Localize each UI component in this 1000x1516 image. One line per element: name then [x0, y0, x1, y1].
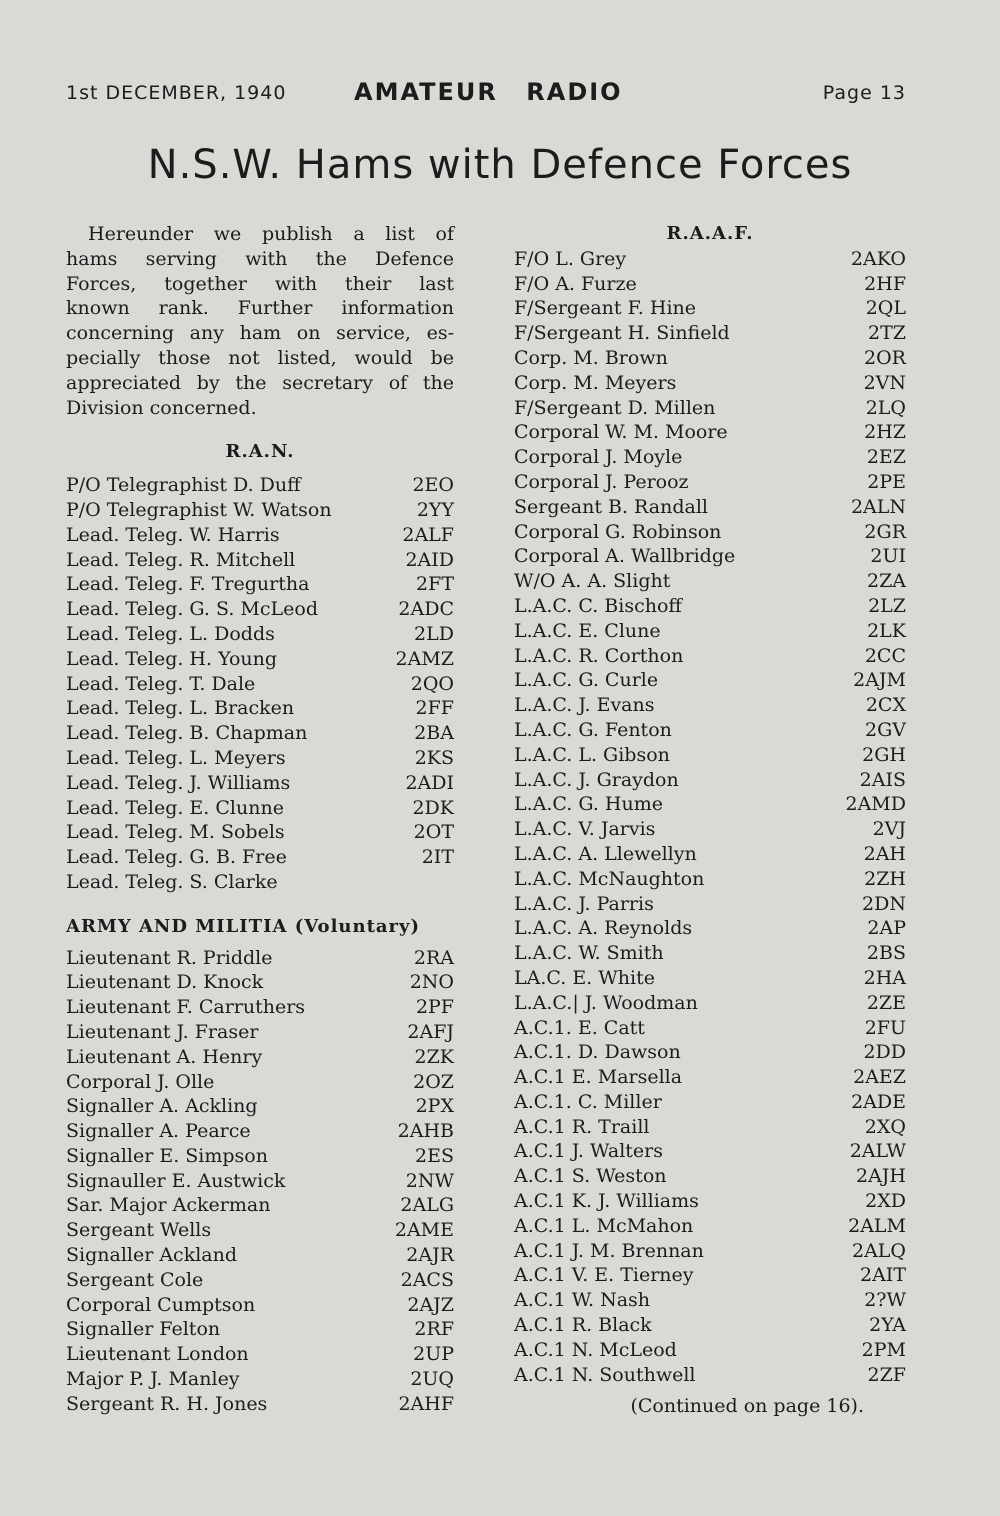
call-sign: 2UI [870, 545, 906, 568]
call-sign: 2CC [864, 644, 906, 667]
call-sign: 2LZ [868, 594, 906, 617]
list-item [66, 1268, 454, 1293]
member-name: L.A.C. E. Clune [514, 619, 661, 642]
call-sign: 2AKO [850, 247, 906, 270]
list-item [514, 371, 906, 396]
member-name: Lead. Teleg. L. Dodds [66, 622, 275, 645]
list-item [514, 941, 906, 966]
call-sign: 2BS [866, 942, 906, 965]
list-item [514, 1363, 906, 1388]
member-name: F/Sergeant F. Hine [514, 297, 697, 320]
list-item [66, 870, 454, 895]
intro-line: hams serving with the Defence [66, 247, 454, 270]
member-name: L.A.C. G. Curle [514, 669, 659, 692]
call-sign: 2QO [410, 672, 454, 695]
list-item [514, 1263, 906, 1288]
army-list [66, 946, 454, 1417]
list-item [66, 1144, 454, 1169]
call-sign: 2TZ [868, 322, 906, 345]
member-name: A.C.1 J. M. Brennan [514, 1239, 704, 1262]
member-name: Lead. Teleg. J. Williams [66, 771, 291, 794]
call-sign: 2ALF [402, 523, 454, 546]
list-item [514, 693, 906, 718]
call-sign: 2KS [414, 746, 454, 769]
call-sign: 2NW [405, 1169, 454, 1192]
member-name: L.A.C. A. Reynolds [514, 917, 693, 940]
list-item [66, 970, 454, 995]
call-sign: 2VJ [872, 818, 906, 841]
member-name: Lieutenant R. Priddle [66, 946, 273, 969]
call-sign: 2?W [864, 1289, 906, 1312]
list-item [514, 1288, 906, 1313]
raaf-heading: R.A.A.F. [666, 223, 754, 244]
list-item [514, 296, 906, 321]
call-sign: 2EO [412, 474, 454, 497]
list-item [514, 768, 906, 793]
list-item [66, 647, 454, 672]
call-sign: 2NO [409, 971, 454, 994]
list-item [514, 1139, 906, 1164]
list-item [514, 321, 906, 346]
list-item [66, 1020, 454, 1045]
call-sign: 2UQ [410, 1368, 454, 1391]
list-item [66, 820, 454, 845]
list-item [514, 1313, 906, 1338]
list-item [514, 966, 906, 991]
member-name: Lead. Teleg. E. Clunne [66, 796, 284, 819]
member-name: Lieutenant D. Knock [66, 971, 264, 994]
call-sign: 2ACS [400, 1268, 454, 1291]
list-item [514, 594, 906, 619]
member-name: Lead. Teleg. F. Tregurtha [66, 573, 310, 596]
member-name: L.A.C. G. Hume [514, 793, 664, 816]
list-item [514, 445, 906, 470]
member-name: A.C.1 R. Black [514, 1314, 652, 1337]
list-item [514, 1016, 906, 1041]
call-sign: 2AID [405, 548, 454, 571]
member-name: Corporal A. Wallbridge [514, 545, 736, 568]
call-sign: 2AP [867, 917, 906, 940]
member-name: L.A.C. J. Evans [514, 694, 655, 717]
call-sign: 2OT [413, 821, 454, 844]
list-item [66, 845, 454, 870]
magazine-title: AMATEUR RADIO [354, 78, 623, 106]
member-name: A.C.1 N. Southwell [514, 1363, 696, 1386]
list-item [66, 1070, 454, 1095]
call-sign: 2LK [867, 619, 906, 642]
list-item [514, 991, 906, 1016]
call-sign: 2AHB [397, 1120, 454, 1143]
call-sign: 2RA [413, 946, 454, 969]
member-name: F/Sergeant D. Millen [514, 396, 716, 419]
member-name: Corporal G. Robinson [514, 520, 722, 543]
call-sign: 2BA [414, 722, 454, 745]
call-sign: 2DN [862, 892, 906, 915]
call-sign: 2CX [865, 694, 906, 717]
list-item [514, 1189, 906, 1214]
member-name: Lead. Teleg. W. Harris [66, 523, 280, 546]
intro-line: appreciated by the secretary of the [66, 371, 454, 394]
member-name: Signauller E. Austwick [66, 1169, 286, 1192]
call-sign: 2ZF [867, 1363, 906, 1386]
member-name: Corp. M. Meyers [514, 371, 677, 394]
issue-date: 1st DECEMBER, 1940 [66, 82, 287, 104]
member-name: A.C.1. E. Catt [514, 1016, 645, 1039]
member-name: Corporal J. Moyle [514, 446, 683, 469]
call-sign: 2AJZ [407, 1293, 454, 1316]
list-item [514, 495, 906, 520]
list-item [66, 1169, 454, 1194]
list-item [66, 721, 454, 746]
list-item [66, 1367, 454, 1392]
member-name: A.C.1. D. Dawson [514, 1041, 681, 1064]
call-sign: 2AIS [859, 768, 906, 791]
intro-line: concerning any ham on service, es- [66, 322, 454, 345]
call-sign: 2PX [415, 1095, 454, 1118]
member-name: A.C.1. C. Miller [514, 1090, 662, 1113]
call-sign: 2FF [415, 697, 454, 720]
page-number: Page 13 [822, 82, 906, 104]
list-item [514, 1065, 906, 1090]
list-item [514, 346, 906, 371]
member-name: A.C.1 L. McMahon [514, 1214, 694, 1237]
call-sign: 2PM [861, 1338, 906, 1361]
call-sign: 2GH [862, 743, 906, 766]
call-sign: 2HF [864, 272, 906, 295]
ran-heading: R.A.N. [225, 441, 295, 463]
list-item [514, 247, 906, 272]
list-item [514, 272, 906, 297]
member-name: Lead. Teleg. T. Dale [66, 672, 256, 695]
list-item [66, 995, 454, 1020]
member-name: L.A.C. R. Corthon [514, 644, 684, 667]
list-item [514, 792, 906, 817]
list-item [514, 1040, 906, 1065]
list-item [514, 1338, 906, 1363]
member-name: A.C.1 E. Marsella [514, 1066, 683, 1089]
list-item [66, 1342, 454, 1367]
intro-line: pecially those not listed, would be [66, 346, 454, 369]
list-item [66, 1045, 454, 1070]
call-sign [384, 870, 454, 895]
page-header [66, 78, 906, 110]
list-item [66, 672, 454, 697]
member-name: A.C.1 J. Walters [514, 1140, 664, 1163]
member-name: F/O L. Grey [514, 247, 627, 270]
member-name: L.A.C. A. Llewellyn [514, 842, 697, 865]
list-item [514, 867, 906, 892]
call-sign: 2AFJ [407, 1020, 454, 1043]
member-name: Sergeant B. Randall [514, 495, 708, 518]
call-sign: 2DK [412, 796, 454, 819]
member-name: A.C.1 W. Nash [514, 1289, 651, 1312]
member-name: Corporal J. Olle [66, 1070, 215, 1093]
list-item [514, 569, 906, 594]
list-item [66, 696, 454, 721]
member-name: Signaller E. Simpson [66, 1144, 268, 1167]
intro-line: Forces, together with their last [66, 272, 454, 295]
list-item [514, 1214, 906, 1239]
call-sign: 2ZH [864, 867, 906, 890]
continued-note: (Continued on page 16). [630, 1395, 864, 1418]
list-item [514, 644, 906, 669]
raaf-list [514, 247, 906, 1388]
call-sign: 2LD [414, 622, 454, 645]
article-title: N.S.W. Hams with Defence Forces [147, 142, 853, 188]
list-item [66, 1293, 454, 1318]
intro-paragraph [66, 222, 454, 420]
call-sign: 2AMD [845, 793, 906, 816]
call-sign: 2FT [416, 573, 454, 596]
member-name: Sar. Major Ackerman [66, 1194, 271, 1217]
member-name: Signaller A. Pearce [66, 1120, 251, 1143]
member-name: L.A.C. W. Smith [514, 942, 664, 965]
member-name: A.C.1 K. J. Williams [514, 1190, 699, 1213]
member-name: Lead. Teleg. M. Sobels [66, 821, 285, 844]
member-name: Corporal J. Perooz [514, 470, 689, 493]
member-name: A.C.1 N. McLeod [514, 1338, 677, 1361]
member-name: Corporal W. M. Moore [514, 421, 728, 444]
call-sign: 2OR [864, 346, 906, 369]
member-name: Lead. Teleg. R. Mitchell [66, 548, 296, 571]
call-sign: 2ALM [848, 1214, 906, 1237]
list-item [66, 622, 454, 647]
call-sign: 2ZA [866, 570, 906, 593]
call-sign: 2EZ [866, 446, 906, 469]
call-sign: 2AJR [406, 1244, 454, 1267]
list-item [66, 523, 454, 548]
call-sign: 2PF [415, 996, 454, 1019]
intro-line: Division concerned. [66, 396, 257, 419]
member-name: L.A.C. V. Jarvis [514, 818, 656, 841]
list-item [514, 718, 906, 743]
list-item [514, 1239, 906, 1264]
list-item [66, 498, 454, 523]
list-item [66, 1094, 454, 1119]
call-sign: 2AJM [853, 669, 906, 692]
call-sign: 2ES [415, 1144, 454, 1167]
call-sign: 2DD [863, 1041, 906, 1064]
call-sign: 2HA [863, 966, 906, 989]
list-item [514, 420, 906, 445]
member-name: Sergeant Wells [66, 1219, 212, 1242]
list-item [514, 668, 906, 693]
list-item [514, 619, 906, 644]
list-item [514, 916, 906, 941]
call-sign: 2ADI [405, 771, 454, 794]
call-sign: 2XD [865, 1190, 906, 1213]
list-item [514, 470, 906, 495]
member-name: L.A.C. L. Gibson [514, 743, 670, 766]
call-sign: 2GV [865, 718, 906, 741]
list-item [514, 544, 906, 569]
list-item [514, 1115, 906, 1140]
call-sign: 2ALW [849, 1140, 906, 1163]
member-name: Lead. Teleg. L. Meyers [66, 746, 286, 769]
member-name: Lead. Teleg. H. Young [66, 647, 278, 670]
call-sign: 2OZ [413, 1070, 454, 1093]
member-name: L.A.C. J. Parris [514, 892, 654, 915]
list-item [66, 946, 454, 971]
list-item [514, 892, 906, 917]
member-name: L.A.C. J. Graydon [514, 768, 679, 791]
call-sign: 2ADE [851, 1090, 906, 1113]
call-sign: 2FU [864, 1016, 906, 1039]
list-item [514, 1164, 906, 1189]
right-column [514, 222, 906, 1419]
call-sign: 2AJH [856, 1165, 906, 1188]
call-sign: 2HZ [864, 421, 906, 444]
call-sign: 2XQ [864, 1115, 906, 1138]
intro-line: known rank. Further information [66, 297, 454, 320]
list-item [66, 1218, 454, 1243]
member-name: Signaller A. Ackling [66, 1095, 258, 1118]
member-name: Major P. J. Manley [66, 1368, 240, 1391]
member-name: Signaller Felton [66, 1318, 221, 1341]
call-sign: 2QL [865, 297, 906, 320]
member-name: P/O Telegraphist D. Duff [66, 474, 301, 497]
list-item [66, 597, 454, 622]
call-sign: 2AIT [860, 1264, 906, 1287]
call-sign: 2ALG [400, 1194, 454, 1217]
list-item [66, 796, 454, 821]
list-item [66, 1119, 454, 1144]
member-name: A.C.1 V. E. Tierney [514, 1264, 694, 1287]
member-name: Lieutenant A. Henry [66, 1045, 263, 1068]
list-item [514, 743, 906, 768]
member-name: LA.C. E. White [514, 966, 655, 989]
list-item [66, 1317, 454, 1342]
call-sign: 2AMZ [395, 647, 454, 670]
call-sign: 2RF [414, 1318, 454, 1341]
list-item [66, 1392, 454, 1417]
member-name: P/O Telegraphist W. Watson [66, 498, 332, 521]
call-sign: 2ALQ [851, 1239, 906, 1262]
list-item [514, 842, 906, 867]
call-sign: 2PE [867, 470, 906, 493]
member-name: Sergeant R. H. Jones [66, 1392, 268, 1415]
list-item [66, 572, 454, 597]
member-name: Signaller Ackland [66, 1244, 238, 1267]
call-sign: 2ZK [414, 1045, 454, 1068]
member-name: Corp. M. Brown [514, 346, 668, 369]
member-name: Lead. Teleg. L. Bracken [66, 697, 295, 720]
ran-list [66, 473, 454, 895]
call-sign: 2ALN [850, 495, 906, 518]
list-item [66, 1243, 454, 1268]
call-sign: 2AME [394, 1219, 454, 1242]
call-sign: 2AEZ [853, 1066, 906, 1089]
list-item [66, 1193, 454, 1218]
call-sign: 2YA [869, 1314, 906, 1337]
member-name: Lead. Teleg. B. Chapman [66, 722, 308, 745]
list-item [514, 520, 906, 545]
call-sign: 2IT [421, 846, 454, 869]
call-sign: 2AHF [398, 1392, 454, 1415]
member-name: Lieutenant F. Carruthers [66, 996, 306, 1019]
left-column [66, 222, 454, 1417]
member-name: L.A.C. C. Bischoff [514, 594, 682, 617]
member-name: Corporal Cumptson [66, 1293, 256, 1316]
member-name: L.A.C.| J. Woodman [514, 991, 698, 1014]
call-sign: 2UP [413, 1343, 454, 1366]
call-sign: 2GR [864, 520, 906, 543]
call-sign: 2LQ [865, 396, 906, 419]
member-name: Lead. Teleg. S. Clarke [66, 870, 278, 893]
member-name: Lieutenant London [66, 1343, 249, 1366]
list-item [514, 817, 906, 842]
list-item [66, 548, 454, 573]
member-name: Lieutenant J. Fraser [66, 1020, 259, 1043]
call-sign: 2YY [416, 498, 454, 521]
call-sign: 2VN [863, 371, 906, 394]
call-sign: 2ADC [398, 598, 454, 621]
list-item [66, 771, 454, 796]
member-name: A.C.1 S. Weston [514, 1165, 667, 1188]
member-name: F/Sergeant H. Sinfield [514, 322, 730, 345]
intro-line: Hereunder we publish a list of [88, 223, 454, 245]
member-name: Sergeant Cole [66, 1268, 204, 1291]
member-name: L.A.C. G. Fenton [514, 718, 672, 741]
member-name: Lead. Teleg. G. S. McLeod [66, 598, 318, 621]
list-item [514, 1090, 906, 1115]
list-item [66, 473, 454, 498]
member-name: Lead. Teleg. G. B. Free [66, 846, 287, 869]
list-item [66, 746, 454, 771]
member-name: L.A.C. McNaughton [514, 867, 705, 890]
call-sign: 2ZE [866, 991, 906, 1014]
member-name: A.C.1 R. Traill [514, 1115, 650, 1138]
call-sign: 2AH [863, 842, 906, 865]
member-name: F/O A. Furze [514, 272, 637, 295]
army-heading: ARMY AND MILITIA (Voluntary) [66, 915, 421, 937]
list-item [514, 396, 906, 421]
member-name: W/O A. A. Slight [514, 570, 671, 593]
